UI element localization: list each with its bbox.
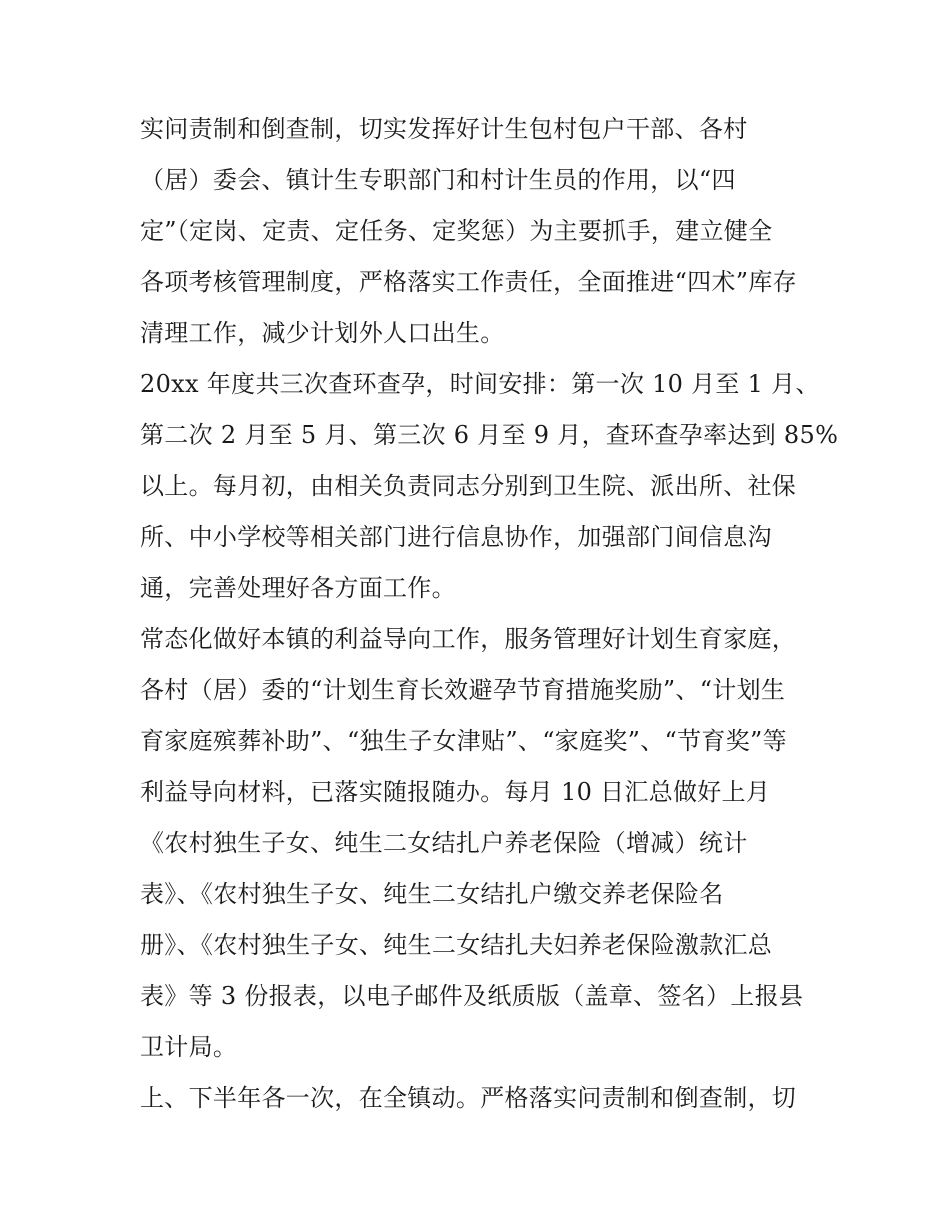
text-line: 定”（定岗、定责、定任务、定奖惩）为主要抓手，建立健全 (140, 217, 773, 245)
text-line: 利益导向材料，已落实随报随办。每月 10 日汇总做好上月 (140, 778, 771, 806)
text-line: 上、下半年各一次，在全镇动。严格落实问责制和倒查制，切 (140, 1084, 797, 1112)
text-line: 卫计局。 (140, 1033, 238, 1061)
text-line: 育家庭殡葬补助”、“独生子女津贴”、“家庭奖”、“节育奖”等 (140, 727, 787, 755)
text-line: 册》、《农村独生子女、纯生二女结扎夫妇养老保险激款汇总 (140, 931, 773, 959)
text-line: 表》等 3 份报表，以电子邮件及纸质版（盖章、签名）上报县 (140, 982, 804, 1010)
text-line: 以上。每月初，由相关负责同志分别到卫生院、派出所、社保 (140, 472, 797, 500)
text-line: 各项考核管理制度，严格落实工作责任，全面推进“四术”库存 (140, 268, 797, 296)
text-line: 20xx 年度共三次查环查孕，时间安排：第一次 10 月至 1 月、 (140, 370, 820, 398)
text-line: 常态化做好本镇的利益导向工作，服务管理好计划生育家庭， (140, 625, 797, 653)
text-line: 所、中小学校等相关部门进行信息协作，加强部门间信息沟 (140, 523, 772, 551)
text-line: 各村（居）委的“计划生育长效避孕节育措施奖励”、“计划生 (140, 676, 786, 704)
text-line: 清理工作，减少计划外人口出生。 (140, 319, 505, 347)
text-line: 《农村独生子女、纯生二女结扎户养老保险（增减）统计 (140, 829, 748, 857)
text-line: 第二次 2 月至 5 月、第三次 6 月至 9 月，查环查孕率达到 85% (140, 421, 839, 449)
text-line: 实问责制和倒查制，切实发挥好计生包村包户干部、各村 (140, 115, 748, 143)
text-line: （居）委会、镇计生专职部门和村计生员的作用，以“四 (140, 166, 736, 194)
text-line: 表》、《农村独生子女、纯生二女结扎户缴交养老保险名 (140, 880, 724, 908)
text-line: 通，完善处理好各方面工作。 (140, 574, 456, 602)
